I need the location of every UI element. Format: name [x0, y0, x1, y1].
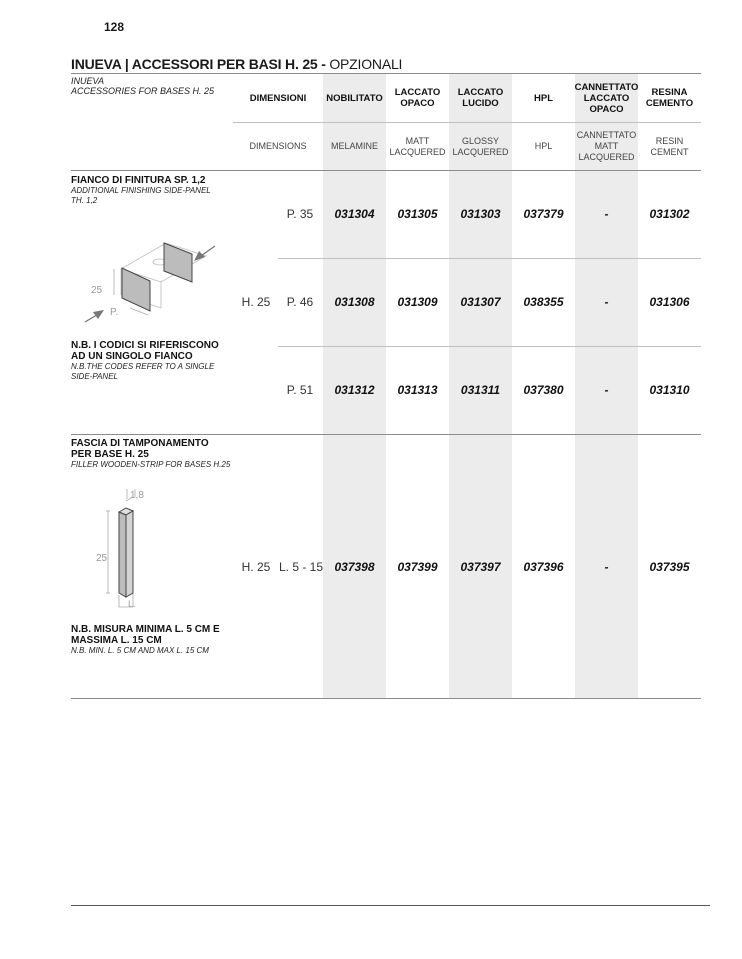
- section1-row1-depth: P. 35: [286, 207, 314, 221]
- section1-row2-code-hpl: 038355: [523, 295, 564, 309]
- section1-note-sub-1: N.B.THE CODES REFER TO A SINGLE: [71, 362, 215, 371]
- col-header-cannettato: CANNETTATO LACCATO OPACO: [574, 81, 639, 115]
- col-subheader-hpl: HPL: [534, 141, 553, 151]
- section1-row1-code-glossy: 031303: [460, 207, 501, 221]
- col-subheader-matt: MATT LACQUERED: [389, 135, 446, 157]
- col-header-resin: RESINA CEMENTO: [645, 87, 694, 109]
- filler-height-label: 25: [96, 553, 108, 564]
- section1-note-sub-2: SIDE-PANEL: [71, 372, 118, 381]
- header-bottom-rule: [71, 170, 701, 171]
- section2-title-line1: FASCIA DI TAMPONAMENTO: [71, 438, 209, 449]
- section1-note-line2: AD UN SINGOLO FIANCO: [71, 351, 193, 362]
- section2-code-hpl: 037396: [523, 560, 564, 574]
- left-header-line2: ACCESSORIES FOR BASES H. 25: [71, 86, 215, 96]
- col-header-matt: LACCATO OPACO: [394, 87, 441, 109]
- section1-row2-depth: P. 46: [286, 295, 314, 309]
- section1-row1-code-resin: 031302: [649, 207, 690, 221]
- section1-label: [71, 175, 236, 206]
- section1-note-line1: N.B. I CODICI SI RIFERISCONO: [71, 340, 219, 351]
- section2-label: [71, 438, 241, 470]
- section2-width: L. 5 - 15: [278, 560, 324, 574]
- section1-subtitle-1: ADDITIONAL FINISHING SIDE-PANEL: [71, 186, 211, 195]
- title-main: INUEVA | ACCESSORI PER BASI H. 25 -: [71, 56, 330, 72]
- section1-row3-depth: P. 51: [286, 383, 314, 397]
- page-title: [71, 56, 402, 72]
- title-suffix: OPZIONALI: [329, 56, 403, 72]
- section1-subtitle-2: TH. 1,2: [71, 196, 98, 205]
- section1-row2-code-melamine: 031308: [334, 295, 375, 309]
- section1-row3-code-resin: 031310: [649, 383, 690, 397]
- col-subheader-dimensions: DIMENSIONS: [249, 141, 307, 151]
- section2-subtitle: FILLER WOODEN-STRIP FOR BASES H.25: [71, 460, 231, 469]
- filler-thickness-label: 1,8: [130, 490, 144, 501]
- section1-row1-code-cannettato: -: [604, 207, 609, 221]
- col-subheader-melamine: MELAMINE: [330, 141, 378, 151]
- col-header-hpl: HPL: [534, 92, 553, 104]
- section1-title: FIANCO DI FINITURA SP. 1,2: [71, 175, 206, 186]
- section2-note-sub: N.B. MIN. L. 5 CM AND MAX L. 15 CM: [71, 646, 209, 655]
- section2-note: [71, 624, 241, 656]
- section2-title-line2: PER BASE H. 25: [71, 449, 149, 460]
- section1-row1-code-melamine: 031304: [334, 207, 375, 221]
- section2-code-matt: 037399: [397, 560, 438, 574]
- section2-code-glossy: 037397: [460, 560, 501, 574]
- section1-row2-code-glossy: 031307: [460, 295, 501, 309]
- row-divider-2: [278, 346, 701, 347]
- row-divider-1: [278, 258, 701, 259]
- col-subheader-cannettato: CANNETTATO MATT LACQUERED: [576, 130, 637, 162]
- side-panel-depth-label: P.: [110, 307, 119, 318]
- section1-row3-code-glossy: 031311: [460, 383, 501, 397]
- left-header: [71, 76, 214, 96]
- section1-row3-code-hpl: 037380: [523, 383, 564, 397]
- section2-note-line1: N.B. MISURA MINIMA L. 5 CM E: [71, 624, 220, 635]
- filler-strip-drawing: [93, 485, 153, 613]
- col-subheader-resin: RESIN CEMENT: [650, 135, 689, 157]
- section2-code-cannettato: -: [604, 560, 609, 574]
- left-header-line1: INUEVA: [71, 76, 105, 86]
- side-panel-height-label: 25: [91, 285, 103, 296]
- section2-note-line2: MASSIMA L. 15 CM: [71, 635, 162, 646]
- col-subheader-glossy: GLOSSY LACQUERED: [452, 135, 509, 157]
- section1-row3-code-cannettato: -: [604, 383, 609, 397]
- col-header-dimensions: DIMENSIONI: [249, 92, 307, 104]
- section2-code-resin: 037395: [649, 560, 690, 574]
- filler-width-label: L.: [128, 599, 136, 609]
- col-header-melamine: NOBILITATO: [326, 92, 383, 104]
- section1-note: [71, 340, 241, 382]
- table-bottom-rule: [71, 698, 701, 699]
- section1-row2-code-resin: 031306: [649, 295, 690, 309]
- section1-row2-code-matt: 031309: [397, 295, 438, 309]
- section1-row2-code-cannettato: -: [604, 295, 609, 309]
- footer-rule: [71, 905, 710, 906]
- section1-row1-code-hpl: 037379: [523, 207, 564, 221]
- section1-row1-code-matt: 031305: [397, 207, 438, 221]
- col-header-glossy: LACCATO LUCIDO: [457, 87, 504, 109]
- section2-code-melamine: 037398: [334, 560, 375, 574]
- section1-row3-code-matt: 031313: [397, 383, 438, 397]
- side-panel-drawing: [78, 238, 228, 328]
- section1-height: H. 25: [241, 295, 271, 309]
- page-number: 128: [104, 20, 125, 34]
- section-divider: [71, 434, 701, 435]
- section2-height: H. 25: [241, 560, 271, 574]
- section1-row3-code-melamine: 031312: [334, 383, 375, 397]
